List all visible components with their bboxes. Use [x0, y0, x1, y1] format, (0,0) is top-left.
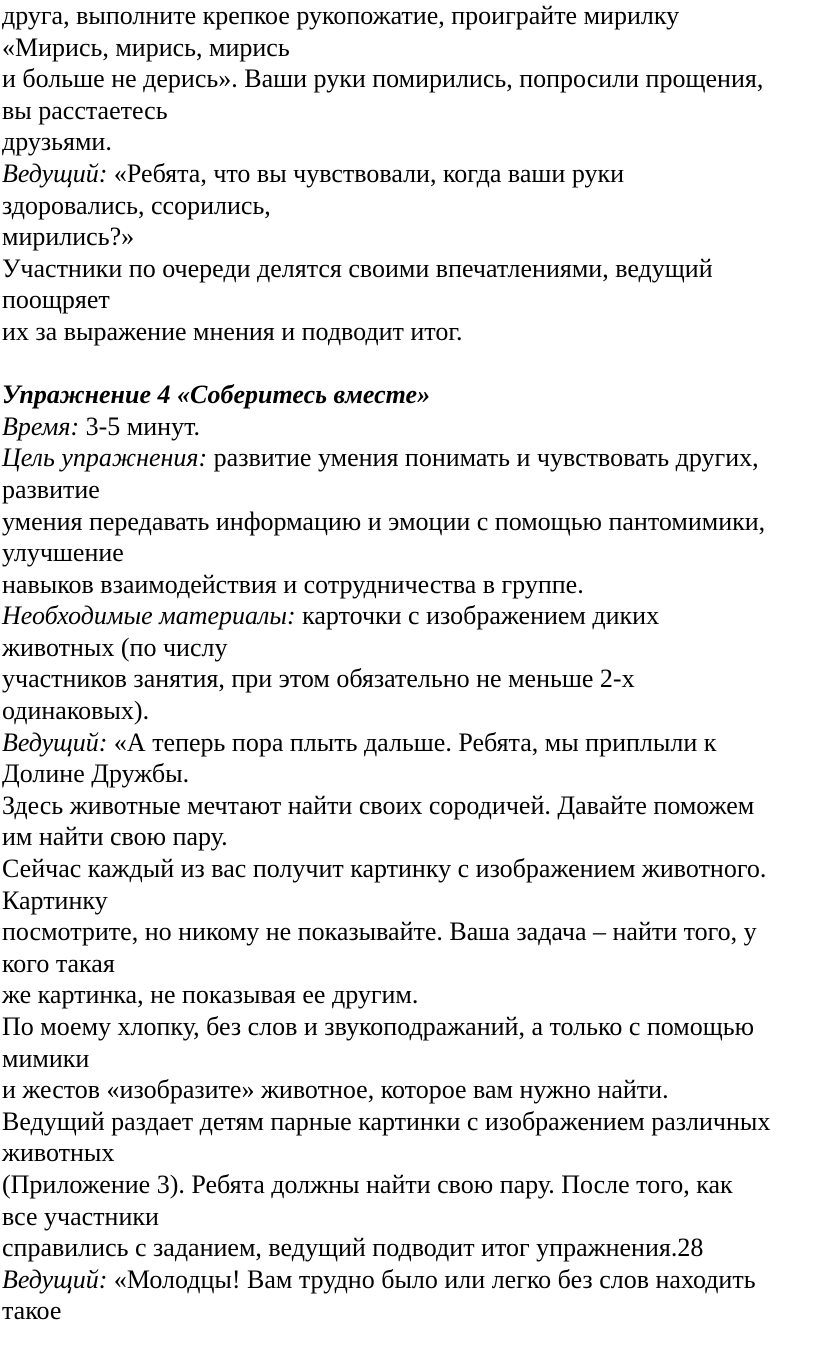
speech-text: «А теперь пора плыть дальше. Ребята, мы приплыли к [107, 727, 717, 757]
host-question-1 [2, 158, 816, 253]
text-line: же картинка, не показывая ее другим. [2, 980, 419, 1010]
text-line: мирились?» [2, 222, 135, 252]
text-line [2, 1264, 816, 1296]
text-line: поощряет [2, 285, 110, 315]
host-question-3 [2, 1264, 816, 1327]
text-line: вы расстаетесь [2, 95, 168, 125]
text-line: Здесь животные мечтают найти своих сородичей. Давайте поможем [2, 790, 755, 820]
text-line: и больше не дерись». Ваши руки помирились, попросили прощения, [2, 64, 764, 94]
text-line: такое [2, 1296, 62, 1326]
intro-paragraph [2, 0, 816, 158]
text-line: справились с заданием, ведущий подводит итог упражнения.28 [2, 1233, 704, 1263]
text-line: (Приложение 3). Ребята должны найти свою пару. После того, как [2, 1169, 733, 1199]
exercise-materials [2, 600, 816, 632]
materials-label: Необходимые материалы: [2, 601, 296, 631]
speaker-label: Ведущий: [2, 727, 108, 757]
participants-paragraph [2, 253, 816, 348]
text-line: умения передавать информацию и эмоции с помощью пантомимики, [2, 506, 766, 536]
text-line: животных [2, 1138, 115, 1168]
text-line: Ведущий раздает детям парные картинки с изображением различных [2, 1106, 771, 1136]
exercise-section [2, 379, 816, 727]
text-line: участников занятия, при этом обязательно не меньше 2-х [2, 664, 635, 694]
text-line: улучшение [2, 538, 124, 568]
text-line: и жестов «изобразите» животное, которое вам нужно найти. [2, 1075, 669, 1105]
text-line: мимики [2, 1043, 90, 1073]
blank-line [2, 348, 816, 380]
text-line: Участники по очереди делятся своими впечатлениями, ведущий [2, 253, 713, 283]
text-line: животных (по числу [2, 632, 228, 662]
exercise-title: Упражнение 4 «Соберитесь вместе» [2, 380, 431, 410]
text-line: им найти свою пару. [2, 822, 228, 852]
exercise-goal [2, 442, 816, 474]
text-line: одинаковых). [2, 696, 150, 726]
text-line: кого такая [2, 948, 115, 978]
text-line: посмотрите, но никому не показывайте. Ваша задача – найти того, у [2, 917, 757, 947]
time-label: Время: [2, 411, 80, 441]
text-line: друга, выполните крепкое рукопожатие, проиграйте мирилку [2, 1, 680, 30]
text-line: их за выражение мнения и подводит итог. [2, 316, 463, 346]
speech-text: «Молодцы! Вам трудно было или легко без слов находить [107, 1264, 756, 1294]
text-line: развитие [2, 474, 100, 504]
materials-text: карточки с изображением диких [295, 601, 660, 631]
speech-text: «Ребята, что вы чувствовали, когда ваши руки [107, 158, 625, 188]
text-line [2, 158, 816, 190]
goal-label: Цель упражнения: [2, 443, 208, 473]
goal-text: развитие умения понимать и чувствовать других, [207, 443, 759, 473]
text-line: «Мирись, мирись, мирись [2, 32, 290, 62]
text-line: друзьями. [2, 127, 112, 157]
text-line: Долине Дружбы. [2, 759, 190, 789]
text-line: Картинку [2, 885, 108, 915]
text-line [2, 727, 816, 759]
speaker-label: Ведущий: [2, 158, 108, 188]
text-line: Сейчас каждый из вас получит картинку с изображением животного. [2, 854, 767, 884]
text-line: навыков взаимодействия и сотрудничества в группе. [2, 569, 584, 599]
time-value: 3-5 минут. [79, 411, 200, 441]
text-line: все участники [2, 1201, 159, 1231]
text-line: здоровались, ссорились, [2, 190, 271, 220]
speaker-label: Ведущий: [2, 1264, 108, 1294]
exercise-time [2, 411, 816, 443]
text-line: По моему хлопку, без слов и звукоподражаний, а только с помощью [2, 1012, 755, 1041]
host-question-2 [2, 727, 816, 1264]
